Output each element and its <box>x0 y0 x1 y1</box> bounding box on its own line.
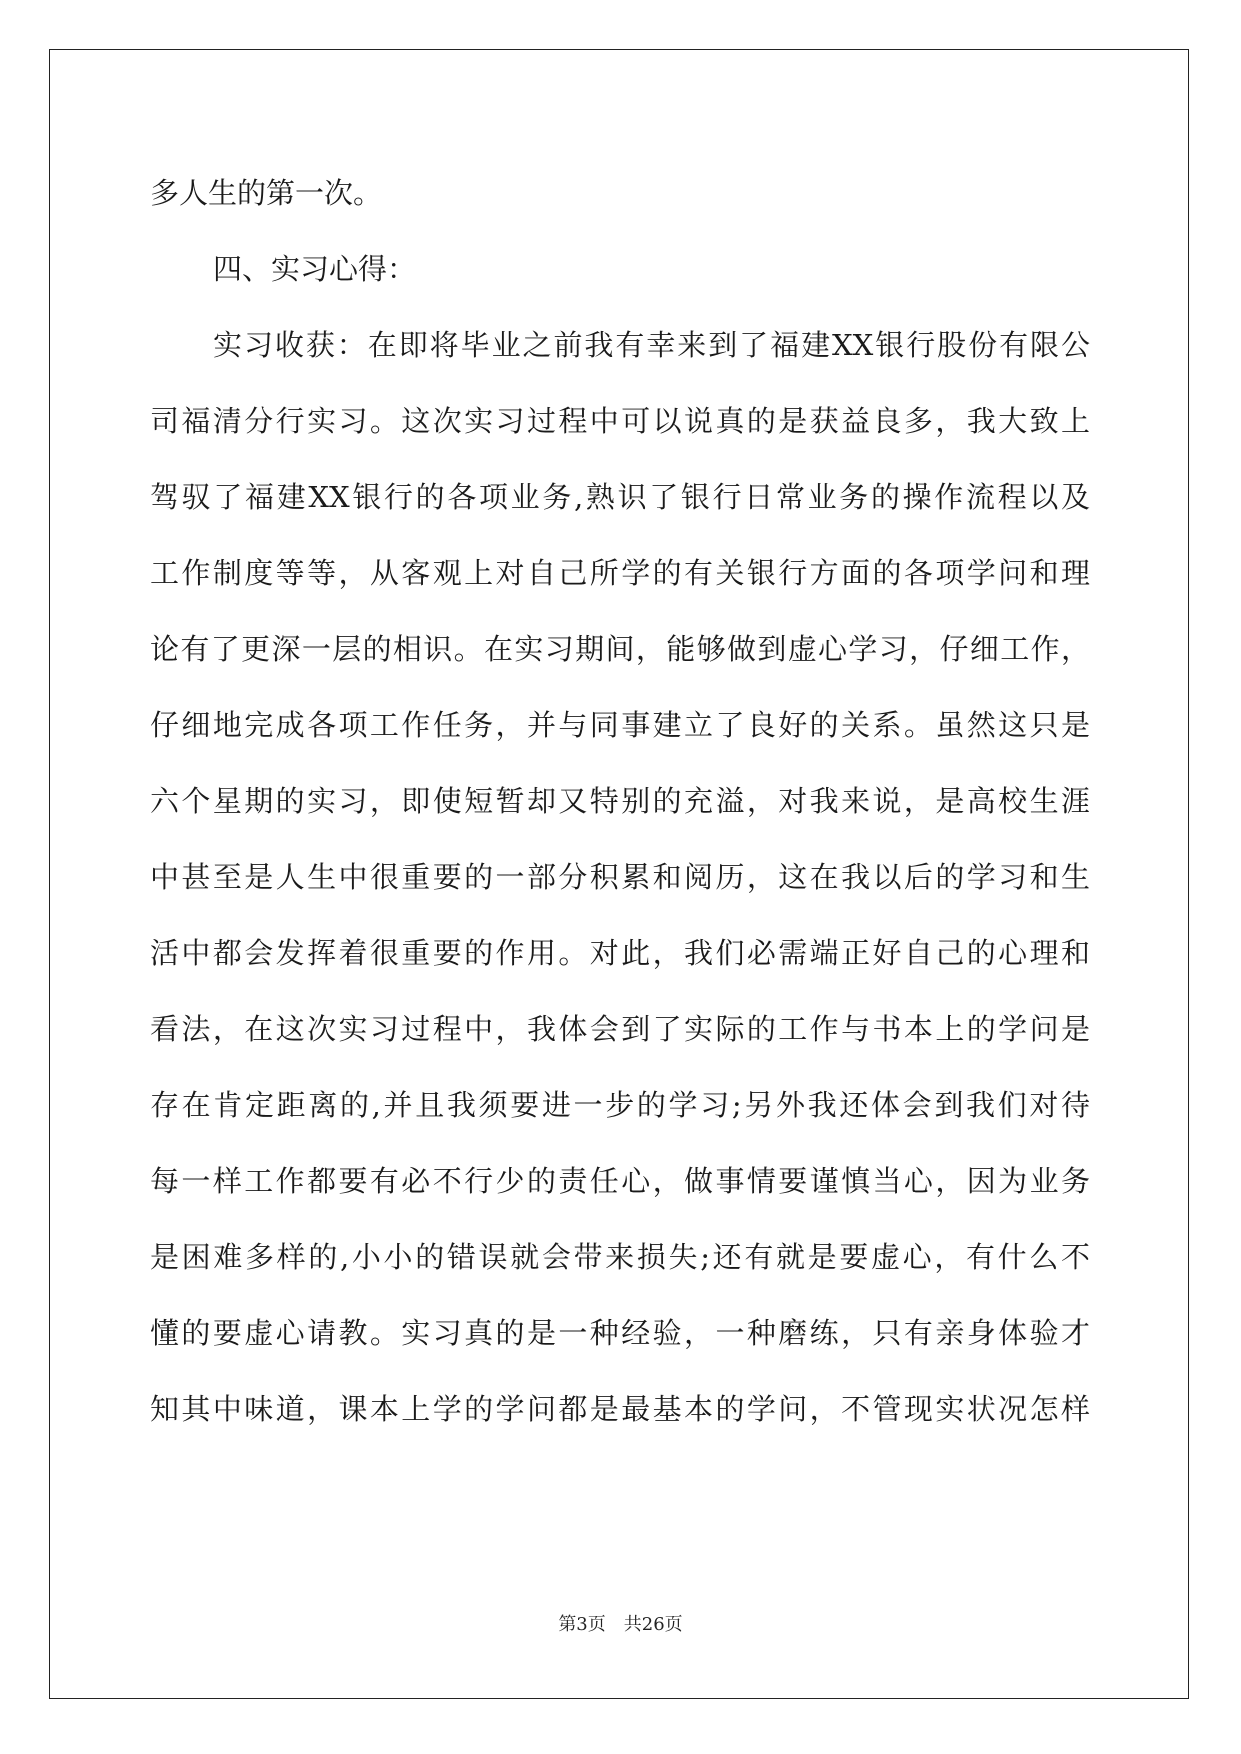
text-line: 看法，在这次实习过程中，我体会到了实际的工作与书本上的学问是 <box>150 1012 1090 1046</box>
text-line: 知其中味道，课本上学的学问都是最基本的学问，不管现实状况怎样 <box>150 1392 1090 1426</box>
text-line: 多人生的第一次。 <box>150 176 383 210</box>
text-line: 工作制度等等，从客观上对自己所学的有关银行方面的各项学问和理 <box>150 556 1090 590</box>
text-line: 每一样工作都要有必不行少的责任心，做事情要谨慎当心，因为业务 <box>150 1164 1090 1198</box>
text-line: 六个星期的实习，即使短暂却又特别的充溢，对我来说，是高校生涯 <box>150 784 1090 818</box>
text-line: 驾驭了福建XX银行的各项业务,熟识了银行日常业务的操作流程以及 <box>150 480 1090 514</box>
text-line: 是困难多样的,小小的错误就会带来损失;还有就是要虚心，有什么不 <box>150 1240 1090 1274</box>
section-heading: 四、实习心得： <box>213 252 417 286</box>
text-line: 活中都会发挥着很重要的作用。对此，我们必需端正好自己的心理和 <box>150 936 1090 970</box>
text-line: 中甚至是人生中很重要的一部分积累和阅历，这在我以后的学习和生 <box>150 860 1090 894</box>
text-line: 懂的要虚心请教。实习真的是一种经验，一种磨练，只有亲身体验才 <box>150 1316 1090 1350</box>
text-line: 司福清分行实习。这次实习过程中可以说真的是获益良多，我大致上 <box>150 404 1090 438</box>
text-line: 仔细地完成各项工作任务，并与同事建立了良好的关系。虽然这只是 <box>150 708 1090 742</box>
text-line: 存在肯定距离的,并且我须要进一步的学习;另外我还体会到我们对待 <box>150 1088 1090 1122</box>
text-line: 论有了更深一层的相识。在实习期间，能够做到虚心学习，仔细工作， <box>150 632 1090 666</box>
page-number-footer: 第3页 共26页 <box>558 1614 683 1635</box>
text-line: 实习收获：在即将毕业之前我有幸来到了福建XX银行股份有限公 <box>213 328 1090 362</box>
